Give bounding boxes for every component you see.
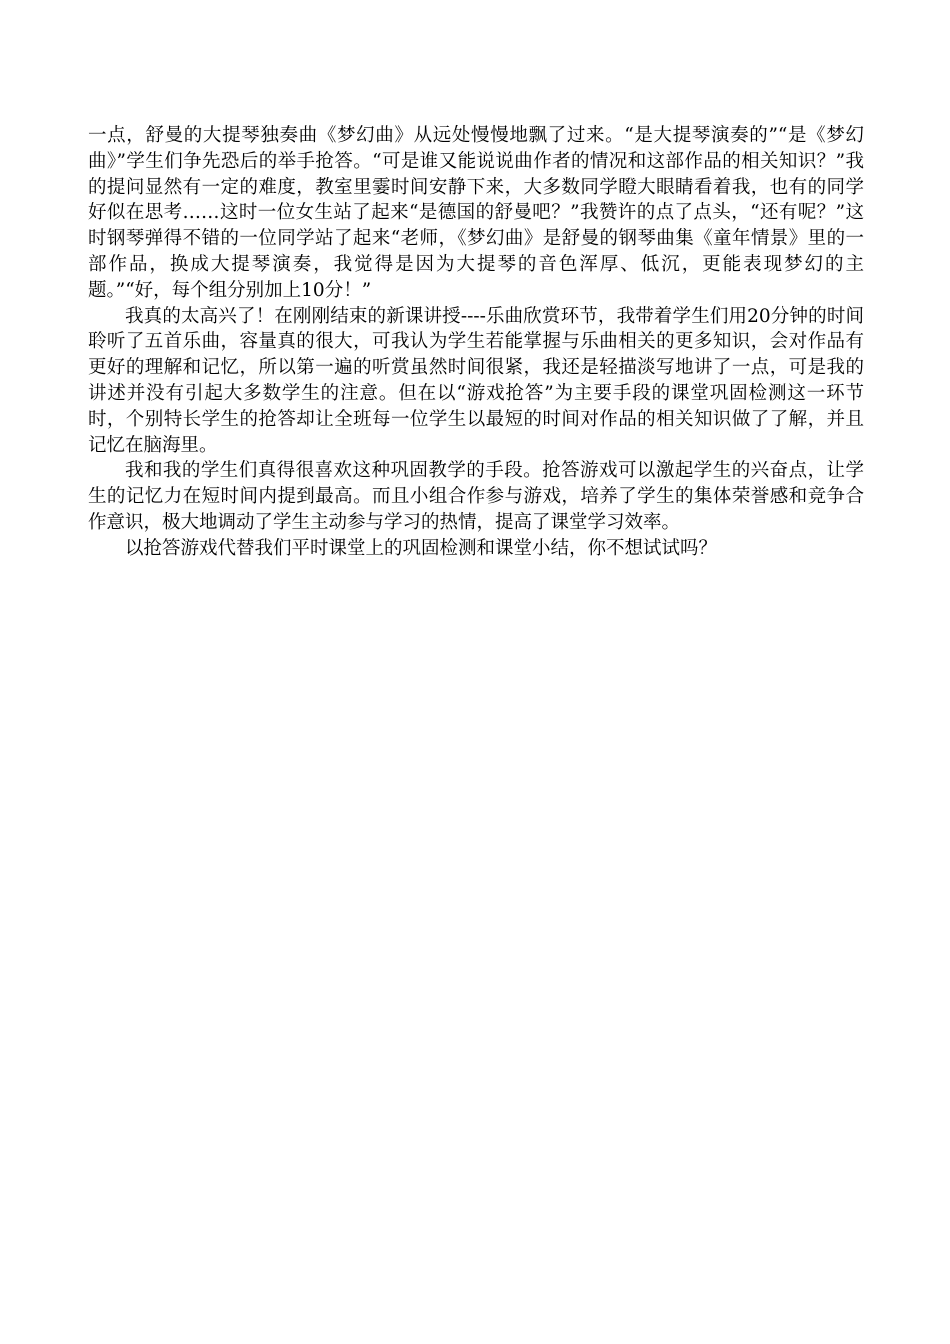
paragraph-3: 我和我的学生们真得很喜欢这种巩固教学的手段。抢答游戏可以激起学生的兴奋点，让学生的记忆力在短时间内提到最高。而且小组合作参与游戏，培养了学生的集体荣誉感和竞争合作意识，极大地调动了学生主动参与学习的热情，提高了课堂学习效率。 xyxy=(88,460,864,533)
paragraph-4: 以抢答游戏代替我们平时课堂上的巩固检测和课堂小结，你不想试试吗？ xyxy=(125,537,718,559)
document-body xyxy=(88,123,864,562)
paragraph-2: 我真的太高兴了！在刚刚结束的新课讲授----乐曲欣赏环节，我带着学生们用20分钟的时间聆听了五首乐曲，容量真的很大，可我认为学生若能掌握与乐曲相关的更多知识，会对作品有更好的理解和记忆，所以第一遍的听赏虽然时间很紧，我还是轻描淡写地讲了一点，可是我的讲述并没有引起大多数学生的注意。但在以“游戏抢答”为主要手段的课堂巩固检测这一环节时，个别特长学生的抢答却让全班每一位学生以最短的时间对作品的相关知识做了了解，并且记忆在脑海里。 xyxy=(88,305,864,456)
paragraph-1: 一点，舒曼的大提琴独奏曲《梦幻曲》从远处慢慢地飘了过来。“是大提琴演奏的”“是《梦幻曲》”学生们争先恐后的举手抢答。“可是谁又能说说曲作者的情况和这部作品的相关知识？”我的提问显然有一定的难度，教室里霎时间安静下来，大多数同学瞪大眼睛看着我，也有的同学好似在思考……这时一位女生站了起来“是德国的舒曼吧？”我赞许的点了点头，“还有呢？”这时钢琴弹得不错的一位同学站了起来“老师，《梦幻曲》是舒曼的钢琴曲集《童年情景》里的一部作品，换成大提琴演奏，我觉得是因为大提琴的音色浑厚、低沉，更能表现梦幻的主题。”“好，每个组分别加上10分！” xyxy=(88,125,864,301)
